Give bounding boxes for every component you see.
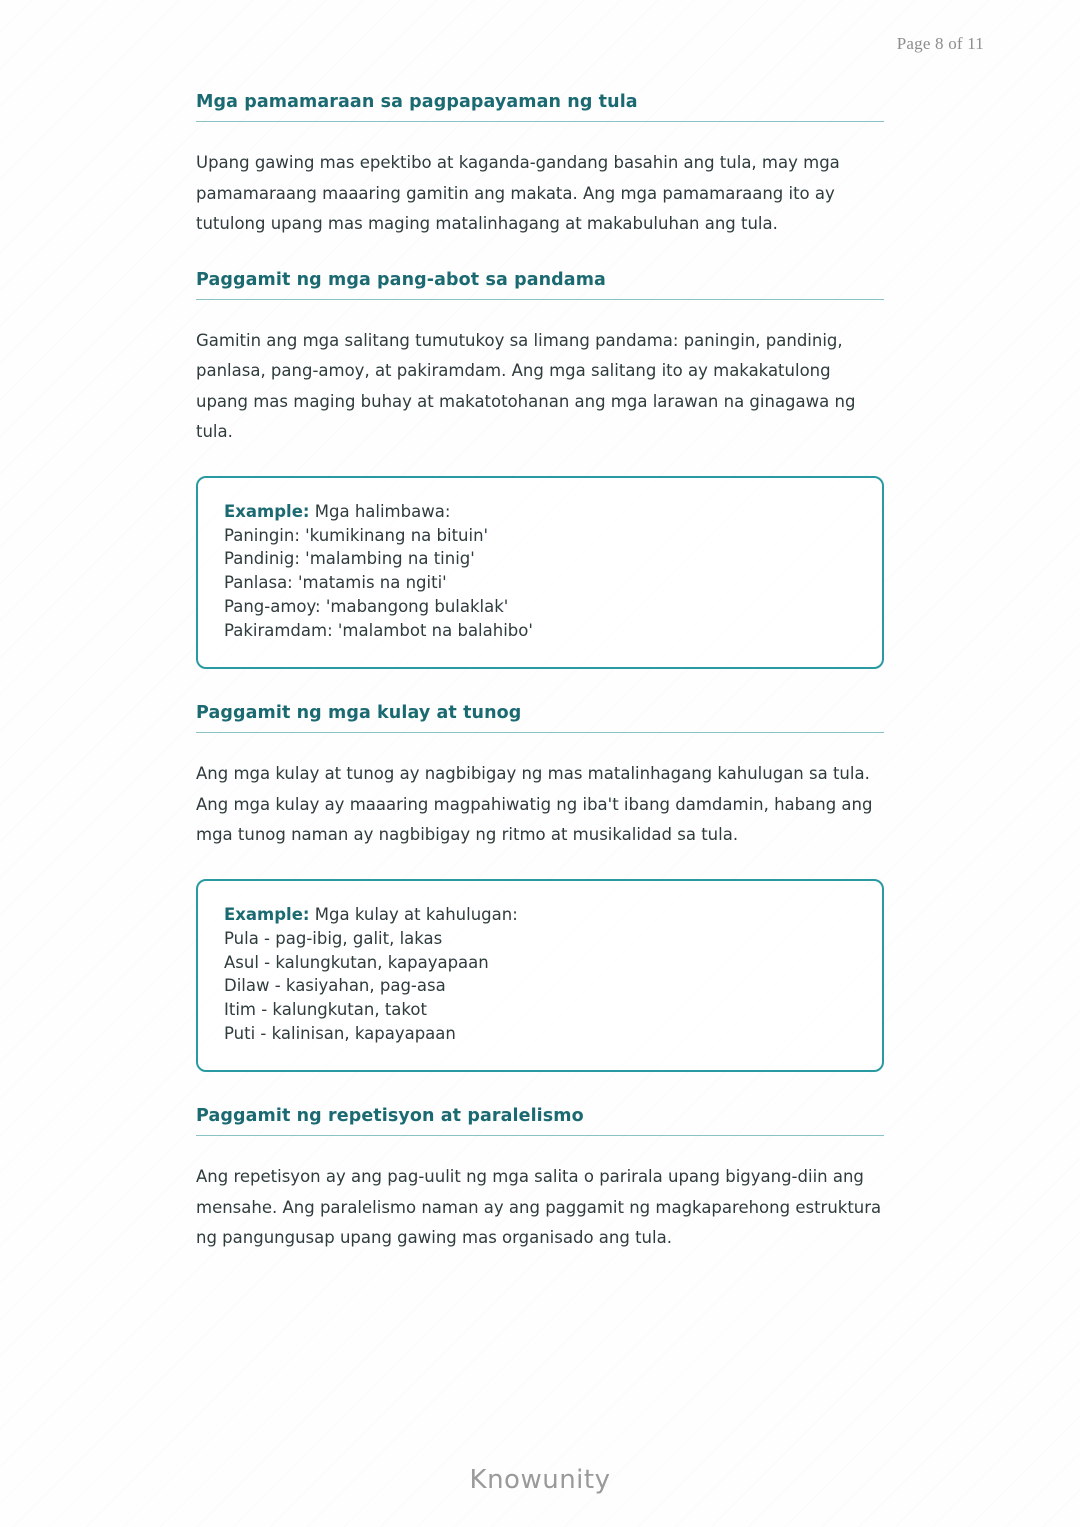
example-item: Pula - pag-ibig, galit, lakas bbox=[224, 928, 443, 948]
section-pamamaraan bbox=[196, 92, 884, 240]
example-intro: Mga kulay at kahulugan: bbox=[314, 904, 518, 924]
example-intro-line bbox=[224, 500, 856, 524]
example-intro-line bbox=[224, 903, 856, 927]
example-item: Pakiramdam: 'malambot na balahibo' bbox=[224, 621, 533, 641]
document-content bbox=[196, 92, 884, 1284]
section-kulay-at-tunog bbox=[196, 703, 884, 1072]
title-divider bbox=[196, 1135, 884, 1136]
example-item: Paningin: 'kumikinang na bituin' bbox=[224, 525, 489, 545]
example-box bbox=[196, 476, 884, 670]
section-title: Paggamit ng mga kulay at tunog bbox=[196, 703, 522, 724]
example-intro: Mga halimbawa: bbox=[314, 501, 451, 521]
example-item: Asul - kalungkutan, kapayapaan bbox=[224, 952, 489, 972]
section-title: Paggamit ng repetisyon at paralelismo bbox=[196, 1106, 584, 1127]
title-divider bbox=[196, 299, 884, 300]
section-body: Ang mga kulay at tunog ay nagbibigay ng mas matalinhagang kahulugan sa tula. Ang mga kulay ay maaaring magpahiwatig ng iba't ibang damdamin, habang ang mga tunog naman ay nagbibigay ng ritmo at musikalidad sa tula. bbox=[196, 764, 873, 845]
footer-brand: Knowunity bbox=[469, 1465, 611, 1495]
example-item: Pandinig: 'malambing na tinig' bbox=[224, 549, 475, 569]
title-divider bbox=[196, 732, 884, 733]
page-number: Page 8 of 11 bbox=[896, 34, 984, 53]
example-item: Panlasa: 'matamis na ngiti' bbox=[224, 573, 447, 593]
section-repetisyon-paralelismo bbox=[196, 1106, 884, 1254]
title-divider bbox=[196, 121, 884, 122]
section-title: Mga pamamaraan sa pagpapayaman ng tula bbox=[196, 92, 638, 112]
example-box bbox=[196, 879, 884, 1073]
example-item: Dilaw - kasiyahan, pag-asa bbox=[224, 976, 446, 996]
example-item: Puti - kalinisan, kapayapaan bbox=[224, 1024, 456, 1044]
example-label: Example: bbox=[224, 904, 310, 924]
example-label: Example: bbox=[224, 501, 310, 521]
section-body: Gamitin ang mga salitang tumutukoy sa limang pandama: paningin, pandinig, panlasa, pang-amoy, at pakiramdam. Ang mga salitang ito ay makakatulong upang mas maging buhay at makatotohanan ang mga larawan na ginagawa ng tula. bbox=[196, 330, 856, 442]
example-item: Pang-amoy: 'mabangong bulaklak' bbox=[224, 597, 509, 617]
example-item: Itim - kalungkutan, takot bbox=[224, 1000, 427, 1020]
section-pang-abot-sa-pandama bbox=[196, 270, 884, 670]
section-title: Paggamit ng mga pang-abot sa pandama bbox=[196, 269, 606, 290]
section-body: Upang gawing mas epektibo at kaganda-gandang basahin ang tula, may mga pamamaraang maaaring gamitin ang makata. Ang mga pamamaraang ito ay tutulong upang mas maging matalinhagang at makabuluhan ang tula. bbox=[196, 153, 840, 234]
section-body: Ang repetisyon ay ang pag-uulit ng mga salita o parirala upang bigyang-diin ang mensahe. Ang paralelismo naman ay ang paggamit ng magkaparehong estruktura ng pangungusap upang gawing mas organisado ang tula. bbox=[196, 1167, 882, 1248]
